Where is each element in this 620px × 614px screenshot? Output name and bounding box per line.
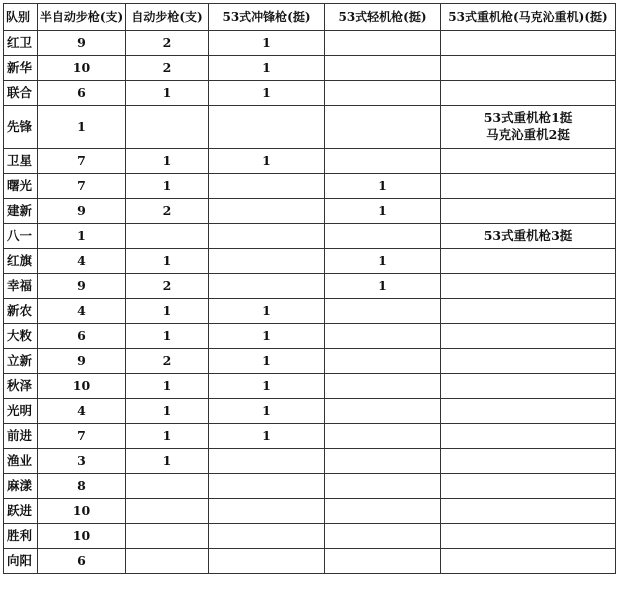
- cell-team: 向阳: [4, 549, 38, 574]
- cell-light-machine-gun: [325, 399, 441, 424]
- cell-team: 红旗: [4, 249, 38, 274]
- cell-semi-auto-rifle: 10: [38, 56, 126, 81]
- table-row: [4, 549, 616, 574]
- table-row: [4, 349, 616, 374]
- cell-semi-auto-rifle: 10: [38, 524, 126, 549]
- cell-heavy-machine-gun: [441, 424, 616, 449]
- cell-light-machine-gun: [325, 81, 441, 106]
- cell-heavy-machine-gun: [441, 549, 616, 574]
- header-team: 队别: [4, 4, 38, 31]
- cell-semi-auto-rifle: 6: [38, 324, 126, 349]
- cell-heavy-machine-gun: [441, 349, 616, 374]
- cell-auto-rifle: [126, 224, 209, 249]
- cell-light-machine-gun: [325, 374, 441, 399]
- cell-light-machine-gun: [325, 149, 441, 174]
- cell-submachine-gun: [209, 499, 325, 524]
- cell-light-machine-gun: [325, 349, 441, 374]
- cell-submachine-gun: [209, 549, 325, 574]
- cell-semi-auto-rifle: 9: [38, 199, 126, 224]
- table-body: [4, 31, 616, 574]
- cell-light-machine-gun: [325, 106, 441, 149]
- cell-semi-auto-rifle: 6: [38, 81, 126, 106]
- header-light-machine-gun: 53式轻机枪(挺): [325, 4, 441, 31]
- cell-submachine-gun: 1: [209, 149, 325, 174]
- table-row: [4, 249, 616, 274]
- cell-team: 先锋: [4, 106, 38, 149]
- cell-heavy-machine-gun: [441, 199, 616, 224]
- cell-auto-rifle: [126, 549, 209, 574]
- table-row: [4, 449, 616, 474]
- cell-submachine-gun: [209, 106, 325, 149]
- cell-team: 跃进: [4, 499, 38, 524]
- table-row: [4, 199, 616, 224]
- table-row: [4, 324, 616, 349]
- cell-submachine-gun: 1: [209, 349, 325, 374]
- cell-semi-auto-rifle: 10: [38, 499, 126, 524]
- table-row: [4, 149, 616, 174]
- cell-semi-auto-rifle: 1: [38, 106, 126, 149]
- cell-team: 新农: [4, 299, 38, 324]
- cell-semi-auto-rifle: 4: [38, 399, 126, 424]
- table-row: [4, 274, 616, 299]
- cell-light-machine-gun: [325, 56, 441, 81]
- table-row: [4, 374, 616, 399]
- cell-auto-rifle: 1: [126, 449, 209, 474]
- cell-light-machine-gun: [325, 224, 441, 249]
- cell-team: 曙光: [4, 174, 38, 199]
- cell-team: 麻漾: [4, 474, 38, 499]
- cell-light-machine-gun: [325, 449, 441, 474]
- cell-team: 幸福: [4, 274, 38, 299]
- cell-team: 光明: [4, 399, 38, 424]
- cell-submachine-gun: [209, 449, 325, 474]
- cell-team: 大敉: [4, 324, 38, 349]
- cell-auto-rifle: [126, 499, 209, 524]
- cell-auto-rifle: 1: [126, 149, 209, 174]
- cell-semi-auto-rifle: 9: [38, 349, 126, 374]
- cell-auto-rifle: [126, 106, 209, 149]
- cell-semi-auto-rifle: 7: [38, 149, 126, 174]
- cell-submachine-gun: [209, 524, 325, 549]
- cell-auto-rifle: 2: [126, 56, 209, 81]
- cell-heavy-machine-gun: [441, 106, 616, 149]
- cell-team: 建新: [4, 199, 38, 224]
- heavy-mg-note-line: 53式重机枪1挺: [483, 110, 573, 126]
- cell-heavy-machine-gun: [441, 31, 616, 56]
- cell-heavy-machine-gun: [441, 524, 616, 549]
- cell-auto-rifle: 1: [126, 249, 209, 274]
- cell-submachine-gun: 1: [209, 324, 325, 349]
- cell-light-machine-gun: [325, 424, 441, 449]
- cell-auto-rifle: 2: [126, 199, 209, 224]
- cell-heavy-machine-gun: [441, 149, 616, 174]
- cell-team: 立新: [4, 349, 38, 374]
- cell-semi-auto-rifle: 9: [38, 31, 126, 56]
- table-row: [4, 174, 616, 199]
- cell-light-machine-gun: 1: [325, 199, 441, 224]
- cell-auto-rifle: 2: [126, 31, 209, 56]
- cell-auto-rifle: 1: [126, 299, 209, 324]
- cell-semi-auto-rifle: 7: [38, 174, 126, 199]
- cell-submachine-gun: [209, 474, 325, 499]
- cell-heavy-machine-gun: [441, 474, 616, 499]
- cell-auto-rifle: 1: [126, 374, 209, 399]
- cell-semi-auto-rifle: 8: [38, 474, 126, 499]
- cell-auto-rifle: 1: [126, 324, 209, 349]
- cell-light-machine-gun: [325, 299, 441, 324]
- cell-submachine-gun: 1: [209, 424, 325, 449]
- cell-auto-rifle: [126, 524, 209, 549]
- cell-auto-rifle: [126, 474, 209, 499]
- cell-semi-auto-rifle: 6: [38, 549, 126, 574]
- table-row: [4, 224, 616, 249]
- cell-heavy-machine-gun: [441, 249, 616, 274]
- cell-semi-auto-rifle: 4: [38, 249, 126, 274]
- cell-heavy-machine-gun: 53式重机枪3挺: [441, 224, 616, 249]
- cell-light-machine-gun: [325, 324, 441, 349]
- table-row: [4, 424, 616, 449]
- cell-heavy-machine-gun: [441, 324, 616, 349]
- header-auto-rifle: 自动步枪(支): [126, 4, 209, 31]
- cell-submachine-gun: [209, 274, 325, 299]
- cell-submachine-gun: [209, 199, 325, 224]
- table-row: [4, 81, 616, 106]
- cell-semi-auto-rifle: 3: [38, 449, 126, 474]
- cell-auto-rifle: 2: [126, 349, 209, 374]
- cell-auto-rifle: 1: [126, 174, 209, 199]
- cell-heavy-machine-gun: [441, 399, 616, 424]
- table-row: [4, 474, 616, 499]
- cell-submachine-gun: 1: [209, 56, 325, 81]
- cell-submachine-gun: 1: [209, 31, 325, 56]
- table-row: [4, 524, 616, 549]
- cell-team: 联合: [4, 81, 38, 106]
- cell-heavy-machine-gun: [441, 174, 616, 199]
- table-row: [4, 299, 616, 324]
- header-semi-auto-rifle: 半自动步枪(支): [38, 4, 126, 31]
- cell-submachine-gun: 1: [209, 81, 325, 106]
- cell-team: 新华: [4, 56, 38, 81]
- header-heavy-machine-gun: 53式重机枪(马克沁重机)(挺): [441, 4, 616, 31]
- cell-heavy-machine-gun: [441, 274, 616, 299]
- cell-team: 八一: [4, 224, 38, 249]
- cell-auto-rifle: 1: [126, 399, 209, 424]
- table-row: [4, 31, 616, 56]
- cell-light-machine-gun: [325, 499, 441, 524]
- heavy-mg-note-line: 马克沁重机2挺: [486, 127, 570, 142]
- table-row: [4, 399, 616, 424]
- cell-light-machine-gun: [325, 549, 441, 574]
- cell-team: 红卫: [4, 31, 38, 56]
- cell-light-machine-gun: 1: [325, 274, 441, 299]
- weapons-table: [3, 3, 616, 574]
- cell-team: 秋泽: [4, 374, 38, 399]
- cell-submachine-gun: 1: [209, 399, 325, 424]
- table-row: [4, 56, 616, 81]
- cell-auto-rifle: 1: [126, 81, 209, 106]
- cell-submachine-gun: 1: [209, 374, 325, 399]
- table-row: [4, 499, 616, 524]
- cell-team: 卫星: [4, 149, 38, 174]
- cell-submachine-gun: [209, 249, 325, 274]
- cell-light-machine-gun: [325, 31, 441, 56]
- cell-heavy-machine-gun: [441, 81, 616, 106]
- cell-team: 前进: [4, 424, 38, 449]
- cell-submachine-gun: [209, 174, 325, 199]
- table-row: [4, 106, 616, 149]
- cell-light-machine-gun: [325, 524, 441, 549]
- cell-team: 渔业: [4, 449, 38, 474]
- cell-semi-auto-rifle: 9: [38, 274, 126, 299]
- cell-auto-rifle: 1: [126, 424, 209, 449]
- cell-heavy-machine-gun: [441, 56, 616, 81]
- cell-heavy-machine-gun: [441, 299, 616, 324]
- header-row: [4, 4, 616, 31]
- cell-heavy-machine-gun: [441, 499, 616, 524]
- cell-semi-auto-rifle: 7: [38, 424, 126, 449]
- cell-light-machine-gun: 1: [325, 174, 441, 199]
- cell-light-machine-gun: 1: [325, 249, 441, 274]
- cell-team: 胜利: [4, 524, 38, 549]
- cell-light-machine-gun: [325, 474, 441, 499]
- cell-auto-rifle: 2: [126, 274, 209, 299]
- cell-heavy-machine-gun: [441, 449, 616, 474]
- cell-semi-auto-rifle: 10: [38, 374, 126, 399]
- cell-semi-auto-rifle: 4: [38, 299, 126, 324]
- cell-semi-auto-rifle: 1: [38, 224, 126, 249]
- cell-submachine-gun: 1: [209, 299, 325, 324]
- cell-heavy-machine-gun: [441, 374, 616, 399]
- header-submachine-gun: 53式冲锋枪(挺): [209, 4, 325, 31]
- cell-submachine-gun: [209, 224, 325, 249]
